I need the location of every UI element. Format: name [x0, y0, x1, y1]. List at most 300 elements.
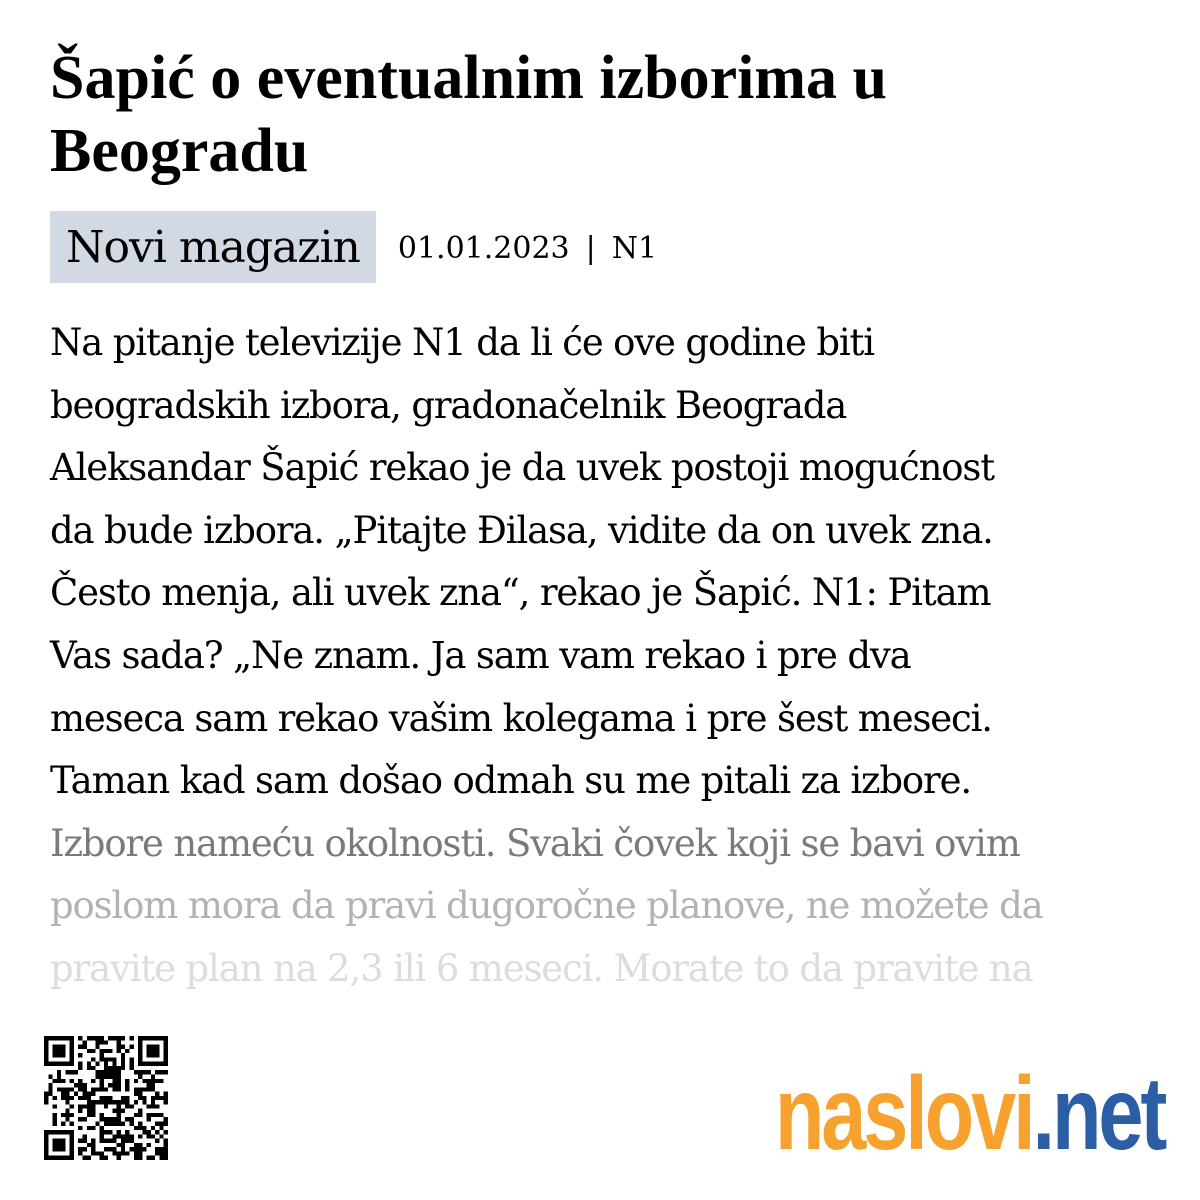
qr-module [138, 1134, 142, 1138]
qr-module [112, 1151, 116, 1155]
qr-module [53, 1139, 57, 1143]
qr-module [95, 1040, 99, 1044]
qr-module [53, 1122, 57, 1126]
qr-module [100, 1139, 104, 1143]
qr-module [147, 1087, 151, 1091]
qr-module [134, 1156, 138, 1160]
qr-module [48, 1130, 52, 1134]
qr-module [100, 1057, 104, 1061]
qr-module [53, 1147, 57, 1151]
qr-module [82, 1092, 86, 1096]
qr-module [53, 1117, 57, 1121]
qr-module [142, 1079, 146, 1083]
qr-module [142, 1062, 146, 1066]
qr-module [147, 1083, 151, 1087]
qr-module [70, 1139, 74, 1143]
qr-module [121, 1122, 125, 1126]
qr-module [155, 1151, 159, 1155]
logo-text-naslovi: naslovi [774, 1056, 1033, 1172]
qr-module [130, 1036, 134, 1040]
qr-module [100, 1096, 104, 1100]
qr-module [78, 1117, 82, 1121]
qr-module [44, 1100, 48, 1104]
qr-module [117, 1066, 121, 1070]
body-line: da bude izbora. „Pitajte Đilasa, vidite da on uvek zna. [50, 508, 993, 552]
qr-module [112, 1134, 116, 1138]
qr-module [104, 1139, 108, 1143]
qr-module [125, 1151, 129, 1155]
qr-module [151, 1156, 155, 1160]
qr-module [100, 1083, 104, 1087]
qr-module [70, 1053, 74, 1057]
qr-module [87, 1092, 91, 1096]
qr-module [134, 1070, 138, 1074]
qr-module [155, 1053, 159, 1057]
qr-module [87, 1126, 91, 1130]
qr-module [164, 1156, 168, 1160]
qr-module [151, 1036, 155, 1040]
qr-module [142, 1130, 146, 1134]
qr-module [147, 1130, 151, 1134]
qr-module [44, 1092, 48, 1096]
qr-module [142, 1096, 146, 1100]
qr-module [65, 1036, 69, 1040]
qr-module [70, 1134, 74, 1138]
qr-module [65, 1096, 69, 1100]
qr-module [70, 1113, 74, 1117]
qr-module [57, 1074, 61, 1078]
qr-module [164, 1130, 168, 1134]
qr-module [138, 1062, 142, 1066]
qr-module [61, 1053, 65, 1057]
qr-module [61, 1049, 65, 1053]
qr-module [78, 1036, 82, 1040]
qr-module [151, 1134, 155, 1138]
qr-module [78, 1066, 82, 1070]
qr-module [164, 1147, 168, 1151]
qr-module [138, 1049, 142, 1053]
qr-module [91, 1036, 95, 1040]
qr-module [151, 1049, 155, 1053]
qr-module [155, 1045, 159, 1049]
qr-module [125, 1087, 129, 1091]
qr-module [108, 1057, 112, 1061]
qr-module [117, 1143, 121, 1147]
qr-module [121, 1036, 125, 1040]
qr-module [130, 1147, 134, 1151]
qr-module [48, 1156, 52, 1160]
qr-module [125, 1130, 129, 1134]
qr-module [147, 1079, 151, 1083]
qr-module [82, 1104, 86, 1108]
qr-module [134, 1100, 138, 1104]
qr-module [147, 1143, 151, 1147]
qr-module [87, 1096, 91, 1100]
qr-module [121, 1053, 125, 1057]
qr-module [65, 1156, 69, 1160]
qr-module [147, 1156, 151, 1160]
qr-module [87, 1049, 91, 1053]
qr-module [138, 1053, 142, 1057]
qr-module [65, 1100, 69, 1104]
qr-module [70, 1147, 74, 1151]
qr-module [44, 1096, 48, 1100]
qr-module [61, 1036, 65, 1040]
qr-module [164, 1049, 168, 1053]
qr-module [44, 1045, 48, 1049]
qr-module [57, 1143, 61, 1147]
qr-module [117, 1049, 121, 1053]
qr-module [44, 1151, 48, 1155]
qr-module [159, 1156, 163, 1160]
qr-module [112, 1087, 116, 1091]
qr-module [95, 1122, 99, 1126]
qr-module [48, 1087, 52, 1091]
qr-module [117, 1087, 121, 1091]
qr-module [151, 1096, 155, 1100]
qr-module [147, 1070, 151, 1074]
qr-module [159, 1036, 163, 1040]
qr-code-icon[interactable] [44, 1036, 168, 1160]
meta-info [398, 231, 657, 266]
qr-module [65, 1117, 69, 1121]
qr-module [147, 1113, 151, 1117]
qr-module [57, 1049, 61, 1053]
qr-module [78, 1045, 82, 1049]
qr-module [95, 1100, 99, 1104]
qr-module [57, 1036, 61, 1040]
qr-module [70, 1040, 74, 1044]
qr-module [61, 1122, 65, 1126]
qr-module [151, 1079, 155, 1083]
qr-module [78, 1104, 82, 1108]
qr-module [95, 1151, 99, 1155]
qr-module [112, 1057, 116, 1061]
qr-module [134, 1151, 138, 1155]
qr-module [104, 1074, 108, 1078]
article-date: 01.01.2023 [397, 231, 570, 266]
qr-module [108, 1070, 112, 1074]
body-line: Taman kad sam došao odmah su me pitali za izbore. [50, 759, 971, 803]
qr-module [108, 1139, 112, 1143]
qr-module [117, 1113, 121, 1117]
qr-module [151, 1100, 155, 1104]
qr-module [151, 1087, 155, 1091]
qr-module [147, 1045, 151, 1049]
qr-module [108, 1130, 112, 1134]
qr-module [87, 1143, 91, 1147]
qr-module [104, 1070, 108, 1074]
qr-module [147, 1117, 151, 1121]
qr-module [125, 1083, 129, 1087]
qr-module [65, 1062, 69, 1066]
qr-module [53, 1143, 57, 1147]
qr-module [61, 1045, 65, 1049]
qr-module [87, 1104, 91, 1108]
qr-module [104, 1096, 108, 1100]
qr-module [70, 1045, 74, 1049]
qr-module [104, 1117, 108, 1121]
qr-module [82, 1040, 86, 1044]
qr-module [108, 1147, 112, 1151]
qr-module [117, 1070, 121, 1074]
qr-module [159, 1134, 163, 1138]
qr-module [155, 1104, 159, 1108]
naslovi-logo[interactable] [774, 1056, 1164, 1172]
qr-module [91, 1079, 95, 1083]
qr-module [104, 1049, 108, 1053]
qr-module [108, 1117, 112, 1121]
qr-module [61, 1130, 65, 1134]
qr-module [61, 1096, 65, 1100]
qr-module [65, 1070, 69, 1074]
qr-module [164, 1057, 168, 1061]
qr-module [112, 1109, 116, 1113]
logo-text-net: .net [1032, 1056, 1164, 1172]
qr-module [130, 1066, 134, 1070]
qr-module [70, 1087, 74, 1091]
qr-module [104, 1156, 108, 1160]
body-line-fading: poslom mora da pravi dugoročne planove, ne možete da [50, 884, 1043, 928]
qr-module [159, 1147, 163, 1151]
qr-module [125, 1134, 129, 1138]
qr-module [112, 1070, 116, 1074]
qr-module [112, 1062, 116, 1066]
qr-module [130, 1104, 134, 1108]
qr-module [134, 1143, 138, 1147]
qr-module [70, 1096, 74, 1100]
qr-module [108, 1096, 112, 1100]
qr-module [117, 1040, 121, 1044]
qr-module [91, 1104, 95, 1108]
qr-module [104, 1087, 108, 1091]
qr-module [134, 1126, 138, 1130]
qr-module [121, 1147, 125, 1151]
qr-module [87, 1062, 91, 1066]
qr-module [74, 1070, 78, 1074]
body-line: Na pitanje televizije N1 da li će ove godine biti [50, 321, 874, 364]
qr-module [104, 1066, 108, 1070]
qr-module [87, 1036, 91, 1040]
qr-module [134, 1079, 138, 1083]
qr-module [91, 1139, 95, 1143]
qr-module [82, 1117, 86, 1121]
qr-module [134, 1087, 138, 1091]
qr-module [53, 1113, 57, 1117]
qr-module [138, 1096, 142, 1100]
qr-module [117, 1156, 121, 1160]
qr-module [121, 1134, 125, 1138]
qr-module [112, 1036, 116, 1040]
qr-module [57, 1156, 61, 1160]
qr-module [112, 1122, 116, 1126]
qr-module [108, 1049, 112, 1053]
qr-module [57, 1053, 61, 1057]
qr-module [142, 1070, 146, 1074]
body-line: Često menja, ali uvek zna“, rekao je Šapić. N1: Pitam [50, 571, 991, 615]
qr-module [44, 1130, 48, 1134]
qr-module [44, 1134, 48, 1138]
qr-module [104, 1130, 108, 1134]
qr-module [121, 1100, 125, 1104]
qr-module [125, 1079, 129, 1083]
qr-module [117, 1074, 121, 1078]
qr-module [112, 1139, 116, 1143]
qr-module [87, 1156, 91, 1160]
qr-module [159, 1079, 163, 1083]
qr-module [53, 1104, 57, 1108]
qr-module [57, 1070, 61, 1074]
qr-module [65, 1087, 69, 1091]
qr-module [100, 1151, 104, 1155]
qr-module [70, 1143, 74, 1147]
qr-module [130, 1117, 134, 1121]
qr-module [91, 1126, 95, 1130]
qr-module [151, 1104, 155, 1108]
qr-module [164, 1117, 168, 1121]
qr-module [151, 1045, 155, 1049]
body-line-fading: pravite plan na 2,3 ili 6 meseci. Morate to da pravite na [50, 946, 1033, 990]
qr-module [130, 1057, 134, 1061]
qr-module [48, 1083, 52, 1087]
qr-module [70, 1036, 74, 1040]
qr-module [70, 1079, 74, 1083]
qr-module [117, 1045, 121, 1049]
qr-module [117, 1100, 121, 1104]
qr-module [130, 1139, 134, 1143]
qr-module [138, 1040, 142, 1044]
qr-module [100, 1126, 104, 1130]
qr-module [82, 1139, 86, 1143]
qr-module [65, 1113, 69, 1117]
qr-module [48, 1036, 52, 1040]
qr-module [53, 1130, 57, 1134]
qr-module [70, 1122, 74, 1126]
qr-module [104, 1147, 108, 1151]
article-meta [50, 211, 657, 283]
qr-module [53, 1079, 57, 1083]
qr-module [57, 1062, 61, 1066]
qr-module [138, 1087, 142, 1091]
qr-module [117, 1083, 121, 1087]
qr-module [117, 1117, 121, 1121]
qr-module [159, 1070, 163, 1074]
qr-module [65, 1092, 69, 1096]
qr-module [155, 1147, 159, 1151]
qr-module [164, 1122, 168, 1126]
qr-module [100, 1074, 104, 1078]
qr-module [57, 1079, 61, 1083]
qr-module [138, 1109, 142, 1113]
qr-module [121, 1139, 125, 1143]
qr-module [147, 1036, 151, 1040]
qr-module [78, 1079, 82, 1083]
body-line: Vas sada? „Ne znam. Ja sam vam rekao i pre dva [50, 633, 911, 677]
qr-module [117, 1134, 121, 1138]
qr-module [164, 1092, 168, 1096]
qr-module [61, 1092, 65, 1096]
qr-module [155, 1070, 159, 1074]
qr-module [164, 1070, 168, 1074]
qr-module [117, 1130, 121, 1134]
qr-module [138, 1045, 142, 1049]
qr-module [121, 1045, 125, 1049]
qr-module [159, 1096, 163, 1100]
qr-module [82, 1147, 86, 1151]
qr-module [104, 1062, 108, 1066]
qr-module [112, 1074, 116, 1078]
qr-module [142, 1126, 146, 1130]
qr-module [53, 1156, 57, 1160]
qr-module [100, 1100, 104, 1104]
qr-module [151, 1126, 155, 1130]
qr-module [121, 1151, 125, 1155]
qr-module [117, 1122, 121, 1126]
qr-module [164, 1143, 168, 1147]
qr-module [70, 1130, 74, 1134]
qr-module [95, 1087, 99, 1091]
qr-module [117, 1109, 121, 1113]
qr-module [117, 1036, 121, 1040]
qr-module [164, 1139, 168, 1143]
body-line: Aleksandar Šapić rekao je da uvek postoji mogućnost [50, 446, 994, 490]
qr-module [134, 1147, 138, 1151]
qr-module [138, 1074, 142, 1078]
qr-module [164, 1096, 168, 1100]
qr-module [125, 1117, 129, 1121]
qr-module [65, 1130, 69, 1134]
qr-module [70, 1057, 74, 1061]
qr-module [100, 1053, 104, 1057]
qr-module [125, 1049, 129, 1053]
qr-module [53, 1045, 57, 1049]
qr-module [91, 1113, 95, 1117]
qr-module [70, 1070, 74, 1074]
qr-module [100, 1040, 104, 1044]
source-badge[interactable]: Novi magazin [50, 211, 376, 283]
qr-module [117, 1079, 121, 1083]
qr-module [159, 1122, 163, 1126]
qr-module [91, 1057, 95, 1061]
qr-module [142, 1147, 146, 1151]
qr-module [100, 1049, 104, 1053]
qr-module [125, 1096, 129, 1100]
qr-module [164, 1045, 168, 1049]
qr-module [61, 1143, 65, 1147]
qr-module [57, 1147, 61, 1151]
qr-module [82, 1045, 86, 1049]
qr-module [130, 1045, 134, 1049]
qr-module [108, 1122, 112, 1126]
qr-module [117, 1151, 121, 1155]
qr-module [138, 1151, 142, 1155]
qr-module [87, 1109, 91, 1113]
qr-module [87, 1066, 91, 1070]
qr-module [121, 1096, 125, 1100]
article-title: Šapić o eventualnim izborima u Beogradu [50, 44, 888, 185]
qr-module [53, 1049, 57, 1053]
qr-module [61, 1147, 65, 1151]
qr-module [104, 1057, 108, 1061]
qr-module [112, 1117, 116, 1121]
qr-module [134, 1113, 138, 1117]
qr-module [44, 1147, 48, 1151]
qr-module [91, 1100, 95, 1104]
qr-module [104, 1040, 108, 1044]
qr-module [159, 1113, 163, 1117]
qr-module [159, 1126, 163, 1130]
qr-module [138, 1092, 142, 1096]
